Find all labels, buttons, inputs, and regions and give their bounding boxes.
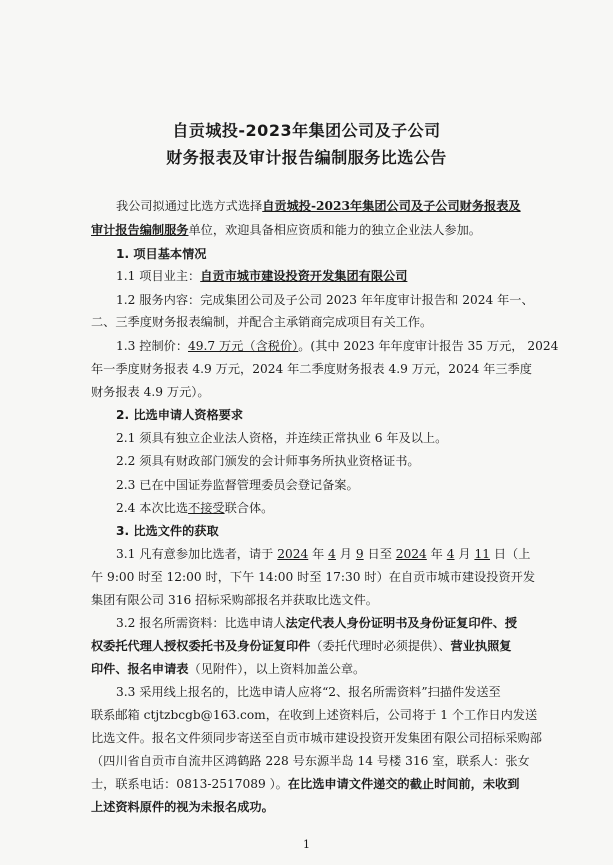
item-1-1 (116, 268, 407, 284)
project-name: 自贡城投-2023年集团公司及子公司财务报表及 (262, 199, 521, 213)
item-3-1-line-3: 集团有限公司 316 招标采购部报名并获取比选文件。 (91, 593, 378, 607)
item-text: 月 (335, 547, 356, 561)
item-text: 日（上 (489, 547, 531, 561)
item-text: 年 (426, 547, 447, 561)
section-2-heading: 2. 比选申请人资格要求 (116, 408, 244, 422)
item-3-3-line-6: 上述资料原件的视为未报名成功。 (91, 800, 274, 814)
start-year: 2024 (277, 547, 309, 561)
item-1-3-line-2: 年一季度财务报表 4.9 万元，2024 年二季度财务报表 4.9 万元，2024 年三季度 (91, 362, 532, 376)
item-text: 3.2 报名所需资料：比选申请人 (116, 616, 286, 630)
end-year: 2024 (395, 547, 427, 561)
document-title-line-1: 自贡城投-2023年集团公司及子公司 (172, 121, 441, 140)
start-month: 4 (328, 547, 336, 561)
item-text: 3.1 凡有意参加比选者，请于 (116, 547, 278, 561)
item-1-2-line-2: 二、三季度财务报表编制，并配合主承销商完成项目有关工作。 (91, 315, 433, 329)
item-label: 1.3 控制价： (116, 339, 189, 353)
end-month: 4 (446, 547, 455, 561)
item-2-2: 2.2 须具有财政部门颁发的会计师事务所执业资格证书。 (116, 454, 420, 468)
section-3-heading: 3. 比选文件的获取 (116, 524, 219, 538)
item-3-2-line-3 (91, 661, 365, 677)
item-3-2-line-1 (116, 615, 517, 631)
item-3-2-line-2 (91, 638, 511, 654)
item-3-3-line-4: （四川省自贡市自流井区鸿鹤路 228 号东源半岛 14 号楼 316 室，联系人：张女 (91, 754, 530, 768)
end-day: 11 (474, 547, 490, 561)
item-2-1: 2.1 须具有独立企业法人资格，并连续正常执业 6 年及以上。 (116, 431, 448, 445)
item-3-1-line-1 (116, 546, 530, 562)
required-docs: 法定代表人身份证明书及身份证复印件、授 (285, 616, 518, 630)
item-3-3-line-5 (91, 776, 519, 792)
deadline-notice: 在比选申请文件递交的截止时间前，未收到 (287, 777, 520, 791)
required-docs: 印件、报名申请表 (91, 662, 189, 676)
document-title-line-2: 财务报表及审计报告编制服务比选公告 (166, 148, 447, 167)
project-owner: 自贡市城市建设投资开发集团有限公司 (200, 269, 408, 283)
item-text: 联合体。 (224, 501, 274, 515)
item-text: 月 (454, 547, 475, 561)
item-3-3-line-2: 联系邮箱 ctjtzbcgb@163.com，在收到上述资料后，公司将于 1 个工作日内发送 (91, 708, 538, 722)
start-day: 9 (355, 547, 364, 561)
not-accepted: 不接受 (188, 501, 225, 515)
intro-text-cont: 单位，欢迎具备相应资质和能力的独立企业法人参加。 (188, 223, 481, 237)
required-docs: 营业执照复 (450, 639, 512, 653)
item-text: 2.4 本次比选 (116, 501, 189, 515)
project-name-cont: 审计报告编制服务 (91, 223, 189, 237)
item-2-3: 2.3 已在中国证券监督管理委员会登记备案。 (116, 478, 359, 492)
section-1-heading: 1. 项目基本情况 (116, 247, 207, 261)
item-text: 士，联系电话：0813-2517089 ）。 (91, 777, 288, 791)
item-3-3-line-3: 比选文件。报名文件须同步寄送至自贡市城市建设投资开发集团有限公司招标采购部 (91, 731, 542, 745)
price-breakdown: 。(其中 2023 年年度审计报告 35 万元， 2024 (298, 339, 559, 353)
intro-text: 我公司拟通过比选方式选择 (116, 199, 263, 213)
item-3-1-line-2: 午 9:00 时至 12:00 时，下午 14:00 时至 17:30 时）在自贡市城市建设投资开发 (91, 570, 536, 584)
item-text: （见附件），以上资料加盖公章。 (188, 662, 366, 676)
item-text: （委托代理时必须提供）、 (310, 639, 451, 653)
item-label: 1.1 项目业主： (116, 269, 201, 283)
item-1-2-line-1: 1.2 服务内容：完成集团公司及子公司 2023 年年度审计报告和 2024 年一、 (116, 293, 534, 307)
item-2-4 (116, 500, 273, 516)
control-price: 49.7 万元（含税价） (188, 339, 299, 353)
item-1-3-line-3: 财务报表 4.9 万元）。 (91, 385, 210, 399)
page-number: 1 (303, 838, 310, 851)
item-text: 日至 (363, 547, 396, 561)
item-3-3-line-1: 3.3 采用线上报名的，比选申请人应将“2、报名所需资料”扫描件发送至 (116, 685, 501, 699)
required-docs: 权委托代理人授权委托书及身份证复印件 (91, 639, 311, 653)
intro-line-1 (116, 198, 521, 214)
item-1-3-line-1 (116, 338, 558, 354)
intro-line-2 (91, 222, 481, 238)
item-text: 年 (308, 547, 329, 561)
